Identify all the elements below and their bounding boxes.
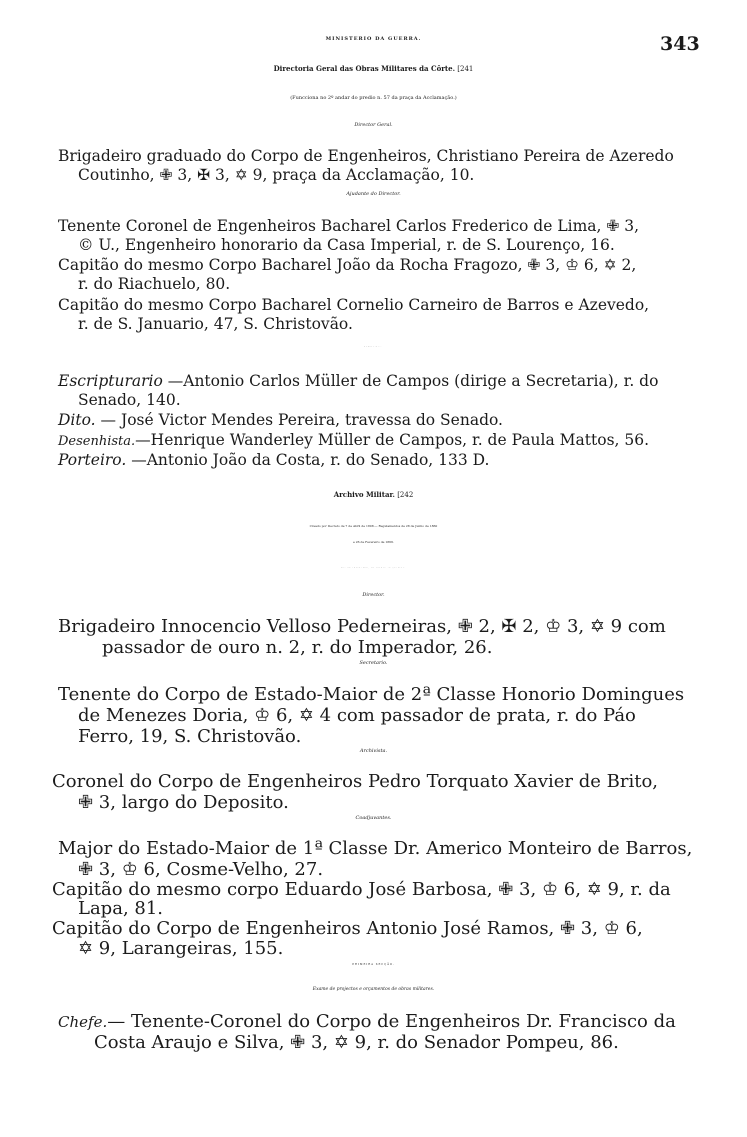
secretario-line-1: Tenente do Corpo de Estado-Maior de 2ª Classe Honorio Domingues [58, 684, 685, 705]
porteiro-text: —Antonio João da Costa, r. do Senado, 133 D. [131, 451, 490, 469]
location-note: (Funcciona no 2º andar do predio n. 57 da praça da Acclamação.) [290, 95, 457, 101]
archivo-address: RUA DO IMPERADOR, EM FRENTE AO QUARTEL. [340, 568, 407, 569]
escripturario-text: —Antonio Carlos Müller de Campos (dirige a Secretaria), r. do [167, 372, 659, 390]
archivo-title: Archivo Militar. [333, 490, 395, 499]
directorate-code: [241 [457, 65, 474, 73]
chefe-line-1 [58, 1011, 676, 1032]
chefe-label: Chefe. [58, 1013, 108, 1031]
archivista-title: Archivista. [359, 748, 388, 754]
coadjuvante-2-line-1: Capitão do mesmo corpo Eduardo José Barbosa, ✙ 3, ♔ 6, ✡ 9, r. da [52, 879, 671, 900]
coadjuvante-1-line-1: Major do Estado-Maior de 1ª Classe Dr. Americo Monteiro de Barros, [58, 838, 693, 859]
ajudante-3-line-2: r. de S. Januario, 47, S. Christovão. [78, 315, 353, 333]
dito-text: — José Victor Mendes Pereira, travessa do Senado. [100, 411, 503, 429]
page-number: 343 [660, 33, 700, 55]
director-line-1: Brigadeiro graduado do Corpo de Engenheiros, Christiano Pereira de Azeredo [58, 147, 674, 165]
coadjuvante-1-line-2: ✙ 3, ♔ 6, Cosme-Velho, 27. [78, 859, 324, 880]
secretario-title: Secretario. [359, 660, 388, 666]
ajudante-1-line-2: © U., Engenheiro honorario da Casa Imperial, r. de S. Lourenço, 16. [78, 236, 615, 254]
porteiro-label: Porteiro. [58, 451, 127, 469]
ajudante-1-line-1: Tenente Coronel de Engenheiros Bacharel Carlos Frederico de Lima, ✙ 3, [58, 217, 640, 235]
escripturario-line-1 [58, 372, 658, 390]
creation-line-2: e 26 de Fevereiro de 1866. [353, 540, 394, 544]
archivista-line-1: Coronel do Corpo de Engenheiros Pedro Torquato Xavier de Brito, [52, 771, 659, 792]
ajudante-title: Ajudante do Director. [346, 191, 401, 197]
director-geral-title: Director Geral. [354, 122, 393, 128]
desenhista-label: Desenhista. [58, 434, 136, 449]
chefe-line-2: Costa Araujo e Silva, ✙ 3, ✡ 9, r. do Senador Pompeu, 86. [94, 1032, 619, 1053]
ajudante-2-line-1: Capitão do mesmo Corpo Bacharel João da Rocha Fragozo, ✙ 3, ♔ 6, ✡ 2, [58, 256, 637, 274]
coadjuvante-3-line-2: ✡ 9, Larangeiras, 155. [78, 938, 284, 959]
archivo-heading [0, 490, 747, 499]
ajudante-3-line-1: Capitão do mesmo Corpo Bacharel Cornelio Carneiro de Barros e Azevedo, [58, 296, 650, 314]
primeira-seccao-heading: PRIMEIRA SECÇÃO. [352, 963, 395, 966]
archivo-code: [242 [397, 491, 414, 499]
secretario-line-2: de Menezes Doria, ♔ 6, ✡ 4 com passador de prata, r. do Páo [78, 705, 636, 726]
coadjuvante-3-line-1: Capitão do Corpo de Engenheiros Antonio José Ramos, ✙ 3, ♔ 6, [52, 918, 643, 939]
archivo-director-line-1: Brigadeiro Innocencio Velloso Pederneiras, ✙ 2, ✠ 2, ♔ 3, ✡ 9 com [58, 616, 666, 637]
coadjuvante-2-line-2: Lapa, 81. [78, 898, 164, 919]
archivista-line-2: ✙ 3, largo do Deposito. [78, 792, 289, 813]
porteiro-line [58, 451, 489, 469]
creation-line-1: Creado por Decreto de 7 de Abril de 1808.— Regulamentos de 28 de Junho de 1860 [309, 524, 438, 528]
dito-label: Dito. [58, 411, 96, 429]
secretario-line-3: Ferro, 19, S. Christovão. [78, 726, 302, 747]
escripturario-label: Escripturario [58, 372, 163, 390]
archivo-director-title: Director. [362, 592, 385, 598]
secretaria-heading: SECRETARIA. [364, 347, 383, 348]
ajudante-2-line-2: r. do Riachuelo, 80. [78, 275, 231, 293]
archivo-director-line-2: passador de ouro n. 2, r. do Imperador, 26. [102, 637, 493, 658]
chefe-text: — Tenente-Coronel do Corpo de Engenheiros Dr. Francisco da [107, 1011, 676, 1032]
directorate-title: Directoria Geral das Obras Militares da Côrte. [273, 64, 456, 73]
dito-line [58, 411, 503, 429]
desenhista-text: —Henrique Wanderley Müller de Campos, r. de Paula Mattos, 56. [135, 431, 650, 449]
coadjuvantes-title: Coadjuvantes. [355, 815, 392, 821]
desenhista-line [58, 431, 649, 449]
ministry-heading: MINISTERIO DA GUERRA. [325, 36, 422, 42]
escripturario-line-2: Senado, 140. [78, 391, 181, 409]
primeira-seccao-subtitle: Exame de projectos e orçamentos de obras militares. [312, 987, 435, 992]
director-line-2: Coutinho, ✙ 3, ✠ 3, ✡ 9, praça da Acclamação, 10. [78, 166, 475, 184]
directorate-heading [0, 64, 747, 73]
